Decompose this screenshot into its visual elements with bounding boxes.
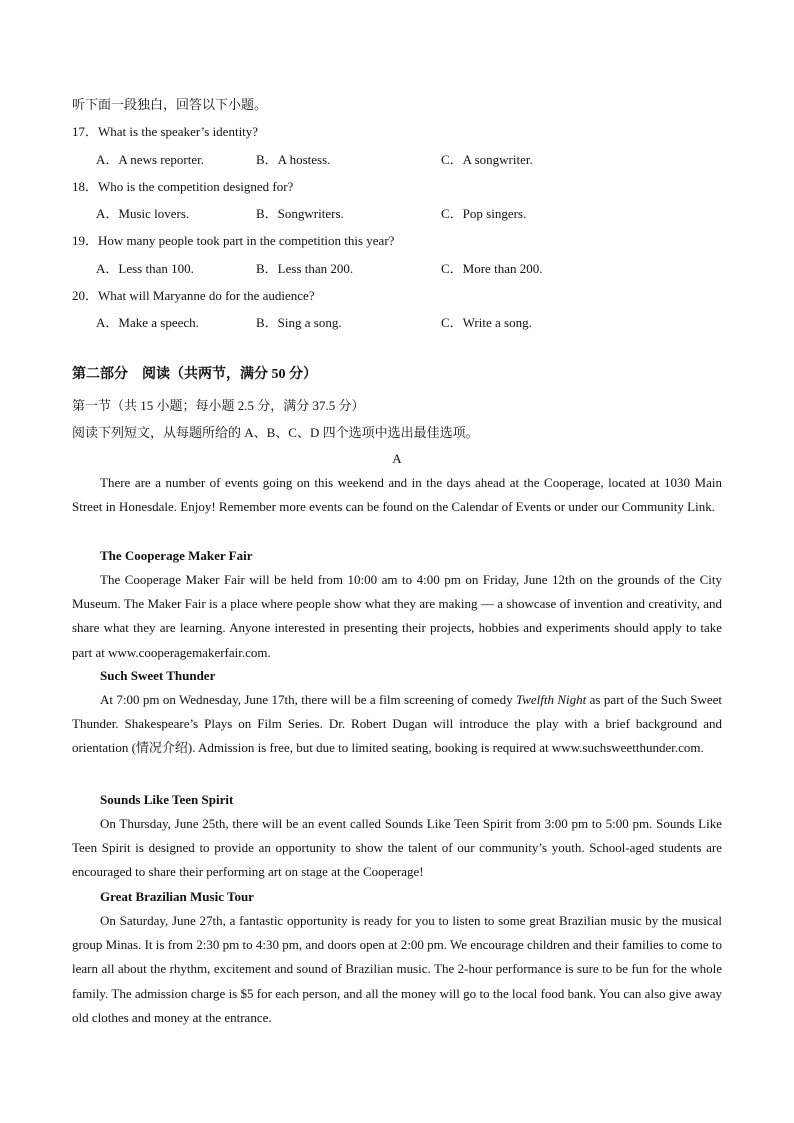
passage-intro: There are a number of events going on this weekend and in the days ahead at the Cooperage, located at 1030 Main Street in Honesdale. Enjoy! Remember more events can be found on the Calendar of Events or under our Community Link.	[72, 475, 722, 515]
event-title: Such Sweet Thunder	[100, 668, 216, 683]
question-text: What is the speaker’s identity?	[98, 124, 259, 139]
option-b: B．Sing a song.	[256, 315, 342, 330]
option-b: B．Songwriters.	[256, 206, 344, 221]
question-text: How many people took part in the competition this year?	[98, 233, 395, 248]
option-c: C．More than 200.	[441, 261, 543, 276]
option-b: B．A hostess.	[256, 152, 331, 167]
film-title: Twelfth Night	[515, 692, 587, 707]
passage-label: A	[392, 451, 402, 466]
option-a: A．Music lovers.	[96, 206, 190, 221]
option-c: C．A songwriter.	[441, 152, 533, 167]
event-body: At 7:00 pm on Wednesday, June 17th, there will be a film screening of comedy Twelfth Night as part of the Such Sweet Thunder. Shakespeare’s Plays on Film Series. Dr. Robert Dugan will introduce the play with a brief background and orientation (情况介绍). Admission is free, but due to limited seating, booking is required at www.suchsweetthunder.com.	[72, 692, 722, 756]
event-title: The Cooperage Maker Fair	[100, 548, 253, 563]
question-text: Who is the competition designed for?	[98, 179, 294, 194]
section-title: 第一节（共 15 小题；每小题 2.5 分，满分 37.5 分）	[72, 398, 365, 413]
option-a: A．A news reporter.	[96, 152, 204, 167]
question-number: 19．	[72, 233, 99, 248]
event-body: On Thursday, June 25th, there will be an event called Sounds Like Teen Spirit from 3:00 pm to 5:00 pm. Sounds Like Teen Spirit is designed to provide an opportunity to show the talent of our community’s youth. School-aged students are encouraged to share their performing art on stage at the Cooperage!	[72, 816, 722, 880]
option-a: A．Less than 100.	[96, 261, 194, 276]
event-body: On Saturday, June 27th, a fantastic opportunity is ready for you to listen to some great Brazilian music by the musical group Minas. It is from 2:30 pm to 4:30 pm, and doors open at 2:00 pm. We encourage children and their families to come to learn all about the rhythm, excitement and sound of Brazilian music. The 2-hour performance is sure to be fun for the whole family. The admission charge is $5 for each person, and all the money will go to the local food bank. You can also give away old clothes and money at the entrance.	[72, 913, 722, 1025]
question-text: What will Maryanne do for the audience?	[98, 288, 315, 303]
event-title: Sounds Like Teen Spirit	[100, 792, 234, 807]
question-number: 18．	[72, 179, 99, 194]
option-c: C．Pop singers.	[441, 206, 527, 221]
option-b: B．Less than 200.	[256, 261, 354, 276]
question-number: 20．	[72, 288, 99, 303]
event-title: Great Brazilian Music Tour	[100, 889, 254, 904]
option-a: A．Make a speech.	[96, 315, 199, 330]
reading-instruction: 阅读下列短文，从每题所给的 A、B、C、D 四个选项中选出最佳选项。	[72, 425, 479, 440]
listening-instruction: 听下面一段独白，回答以下小题。	[72, 97, 268, 112]
question-number: 17．	[72, 124, 99, 139]
event-body: The Cooperage Maker Fair will be held from 10:00 am to 4:00 pm on Friday, June 12th on the grounds of the City Museum. The Maker Fair is a place where people show what they are making — a showcase of invention and creativity, and share what they are learning. Anyone interested in presenting their projects, hobbies and experiments should apply to take part at www.cooperagemakerfair.com.	[72, 572, 722, 660]
option-c: C．Write a song.	[441, 315, 532, 330]
part-title: 第二部分 阅读（共两节，满分 50 分）	[72, 367, 317, 382]
